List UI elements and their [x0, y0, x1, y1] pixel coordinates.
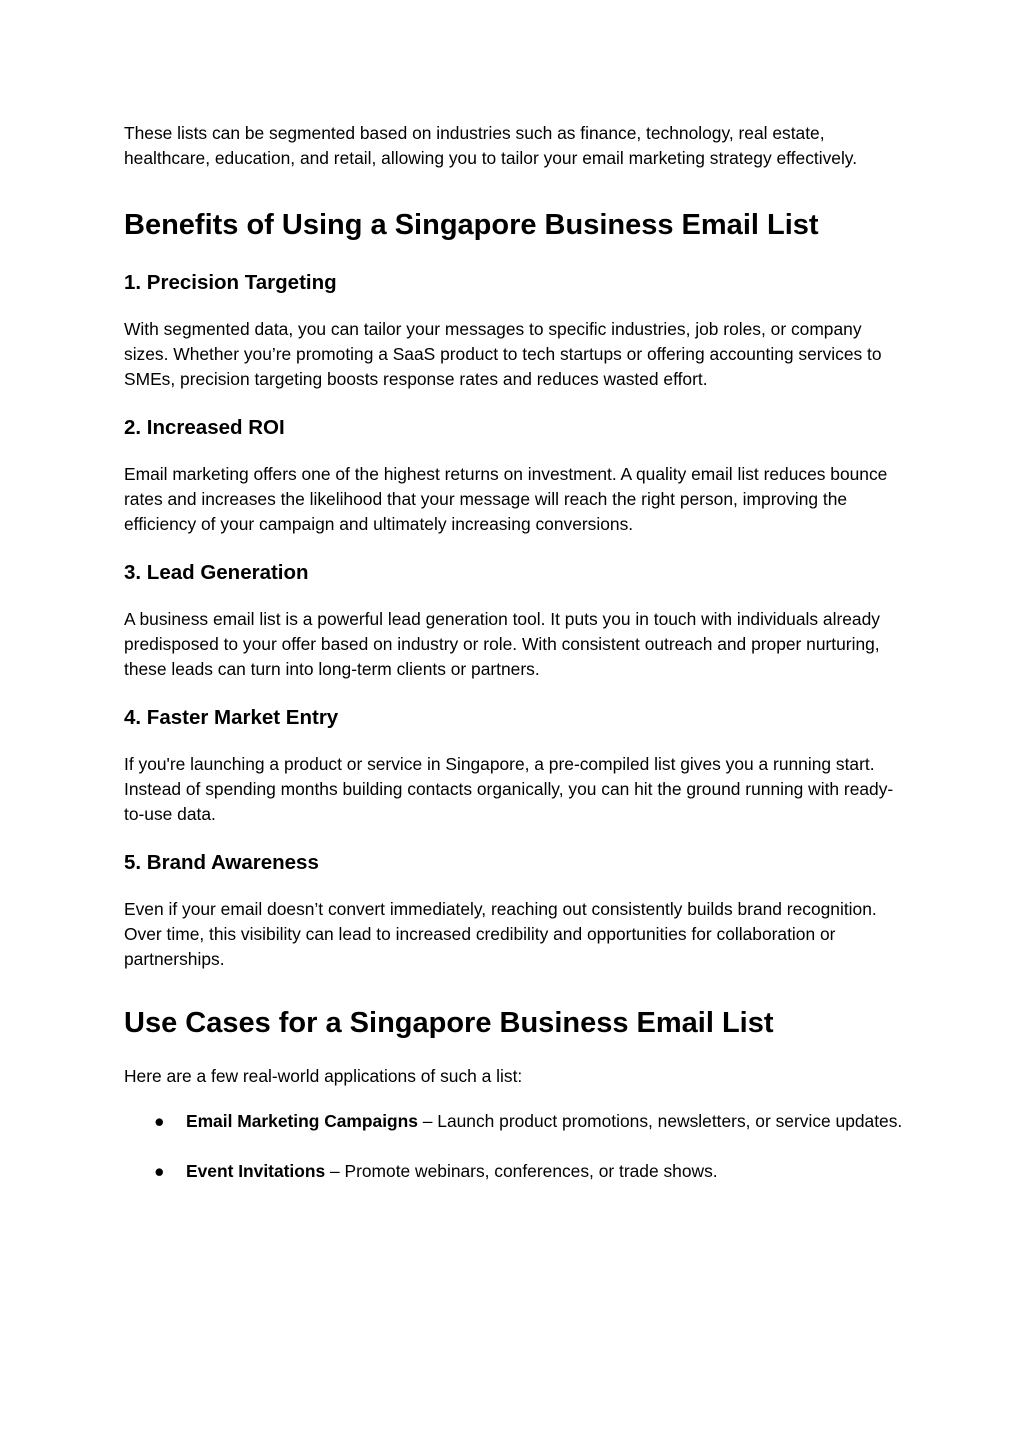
benefit-5-title: 5. Brand Awareness	[124, 851, 319, 874]
benefit-5-body: Even if your email doesn’t convert immediately, reaching out consistently builds brand recognition. Over time, this visibility can lead to increased credibility and opportunities for collaboration or partnerships.	[124, 899, 877, 969]
bullet-icon: ●	[154, 1161, 165, 1181]
list-item-term: Event Invitations	[186, 1161, 326, 1181]
list-item-term: Email Marketing Campaigns	[186, 1111, 418, 1131]
use-cases-heading: Use Cases for a Singapore Business Email List	[124, 1007, 774, 1039]
bullet-icon: ●	[154, 1111, 165, 1131]
benefit-1-body: With segmented data, you can tailor your messages to specific industries, job roles, or company sizes. Whether you’re promoting a SaaS product to tech startups or offering accounting services to SMEs, precision targeting boosts response rates and reduces wasted effort.	[124, 319, 882, 389]
benefit-4-body: If you're launching a product or service in Singapore, a pre-compiled list gives you a running start. Instead of spending months building contacts organically, you can hit the ground running with ready-to-use data.	[124, 754, 894, 824]
use-cases-list	[124, 1109, 904, 1184]
intro-paragraph: These lists can be segmented based on industries such as finance, technology, real estate, healthcare, education, and retail, allowing you to tailor your email marketing strategy effectively.	[124, 123, 858, 168]
list-item	[124, 1109, 904, 1134]
benefit-2-title: 2. Increased ROI	[124, 416, 285, 439]
use-cases-intro: Here are a few real-world applications of such a list:	[124, 1066, 523, 1086]
list-item-text: – Launch product promotions, newsletters, or service updates.	[417, 1111, 903, 1131]
list-item	[124, 1159, 904, 1184]
benefit-1-title: 1. Precision Targeting	[124, 271, 337, 294]
benefit-3-body: A business email list is a powerful lead generation tool. It puts you in touch with individuals already predisposed to your offer based on industry or role. With consistent outreach and proper nurturing, these leads can turn into long-term clients or partners.	[124, 609, 880, 679]
benefit-2-body: Email marketing offers one of the highest returns on investment. A quality email list reduces bounce rates and increases the likelihood that your message will reach the right person, improving the efficiency of your campaign and ultimately increasing conversions.	[124, 464, 888, 534]
document-page	[124, 121, 904, 1209]
list-item-text: – Promote webinars, conferences, or trade shows.	[325, 1161, 718, 1181]
benefit-3-title: 3. Lead Generation	[124, 561, 309, 584]
benefit-4-title: 4. Faster Market Entry	[124, 706, 339, 729]
benefits-heading: Benefits of Using a Singapore Business Email List	[124, 209, 819, 241]
